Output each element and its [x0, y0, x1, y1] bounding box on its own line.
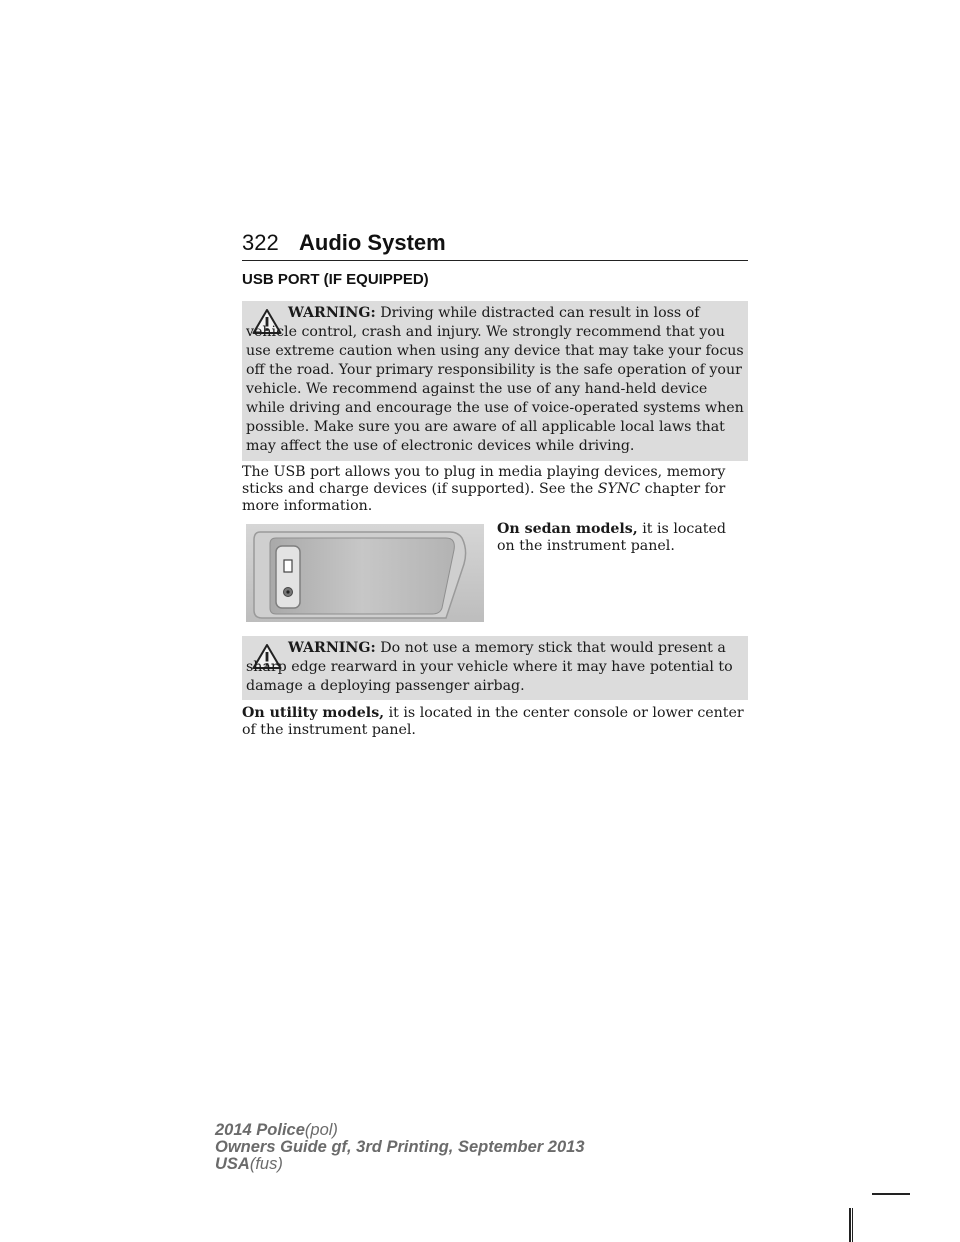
sedan-models-paragraph: [497, 521, 748, 555]
paragraph-text: chapter for more information.: [242, 481, 726, 514]
crop-mark: [852, 1208, 853, 1242]
utility-models-paragraph: [242, 705, 748, 739]
usb-port-figure: [246, 524, 484, 622]
warning-label: WARNING:: [288, 305, 376, 321]
warning-body: Driving while distracted can result in loss of vehicle control, crash and injury. We strongly recommend that you use extreme caution when using any device that may take your focus off the road. Your primary responsibility is the safe operation of your vehicle. We recommend against the use of any hand-held device while driving and encourage the use of voice-operated systems when possible. Make sure you are aware of all applicable local laws that may affect the use of electronic devices while driving.: [246, 305, 744, 454]
footer-line-3: [215, 1156, 585, 1173]
footer-model-code: (pol): [304, 1121, 338, 1139]
footer-market: USA: [215, 1155, 250, 1173]
warning-body: Do not use a memory stick that would present a sharp edge rearward in your vehicle where it may have potential to damage a deploying passenger airbag.: [246, 640, 733, 694]
warning-box-memory-stick: [242, 636, 748, 700]
chapter-title: Audio System: [299, 230, 446, 255]
footer-line-1: [215, 1122, 585, 1139]
paragraph-text: The USB port allows you to plug in media playing devices, memory sticks and charge devices (if supported). See the: [242, 464, 726, 497]
page-number: 322: [242, 230, 279, 255]
crop-mark: [872, 1193, 910, 1195]
sync-chapter-reference: SYNC: [597, 481, 641, 497]
warning-label: WARNING:: [288, 640, 376, 656]
section-heading: USB PORT (IF EQUIPPED): [242, 271, 429, 288]
paragraph-text: it is located on the instrument panel.: [497, 521, 726, 554]
paragraph-text: it is located in the center console or lower center of the instrument panel.: [242, 705, 744, 738]
warning-text: [246, 304, 744, 456]
footer-line-2: Owners Guide gf, 3rd Printing, September 2013: [215, 1138, 585, 1156]
warning-text: [246, 639, 744, 696]
document-footer: [215, 1122, 585, 1173]
utility-label: On utility models,: [242, 705, 385, 721]
page-header: [242, 226, 748, 261]
footer-model: 2014 Police: [215, 1121, 305, 1139]
warning-box-distraction: [242, 301, 748, 461]
footer-market-code: (fus): [249, 1155, 283, 1173]
usb-port-paragraph: [242, 464, 748, 515]
sedan-label: On sedan models,: [497, 521, 638, 537]
crop-mark: [849, 1208, 851, 1242]
